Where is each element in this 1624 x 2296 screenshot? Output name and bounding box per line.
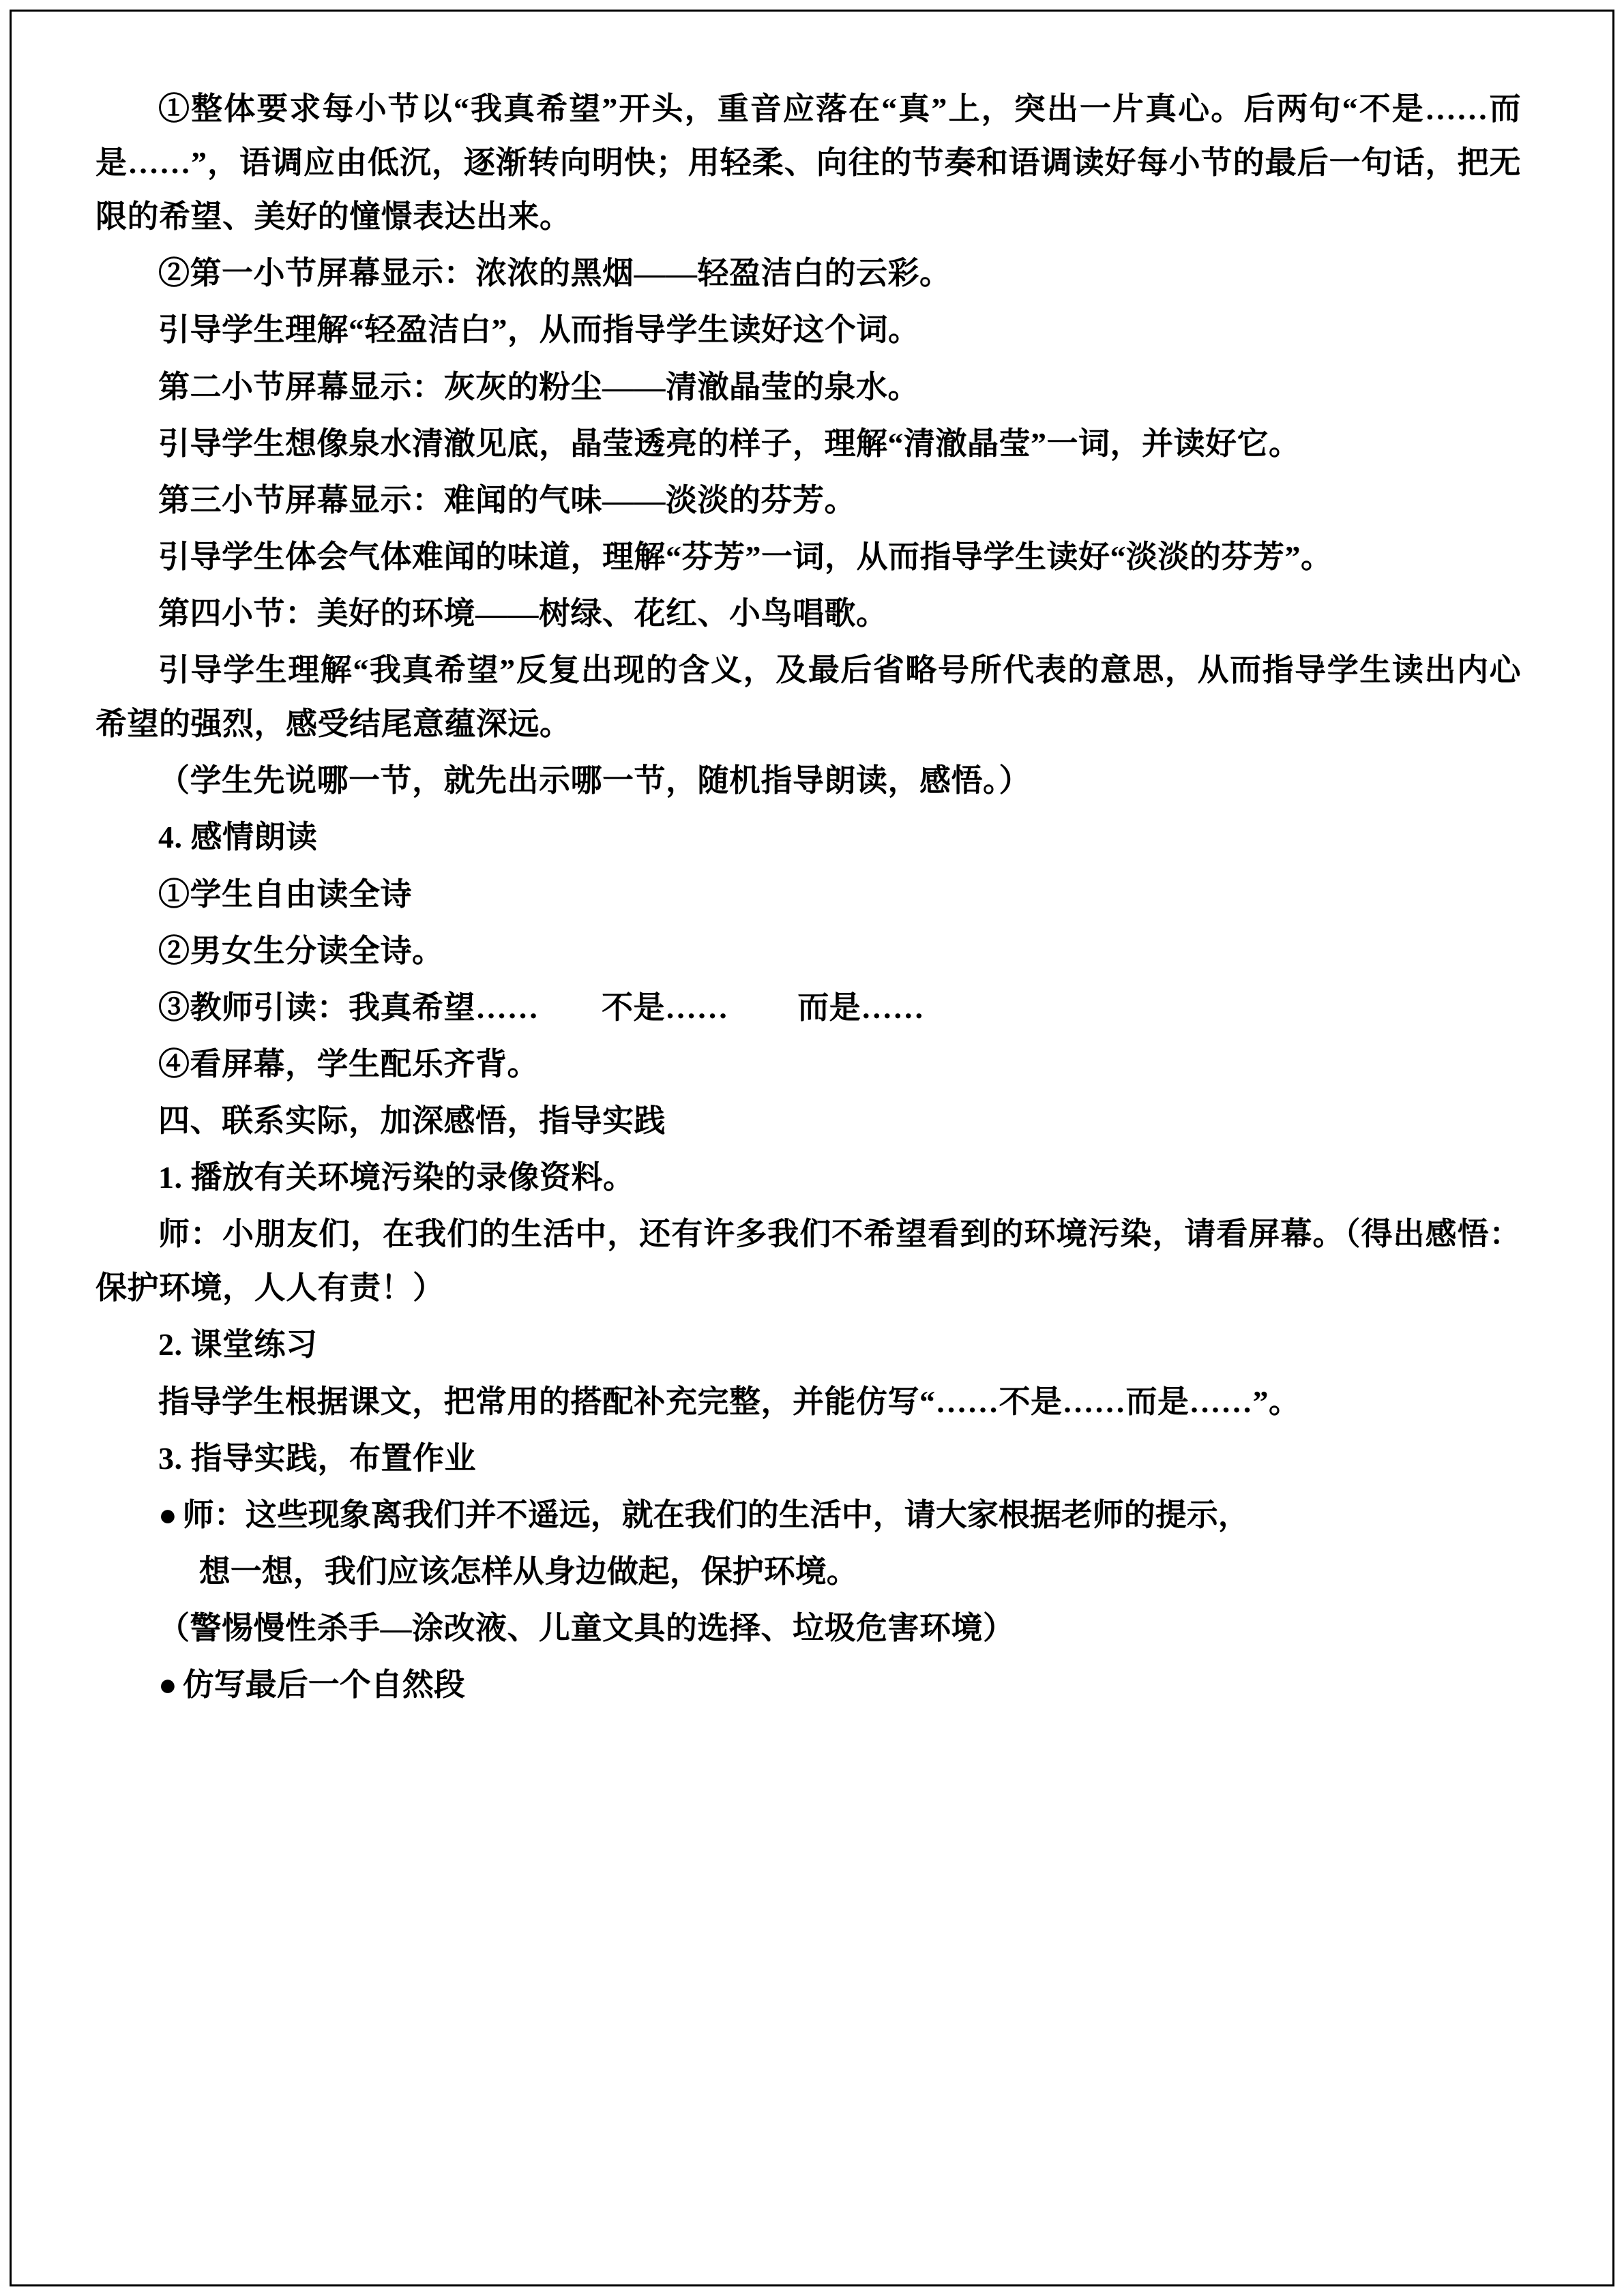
- paragraph-13: ②男女生分读全诗。: [158, 933, 444, 968]
- bullet-item-1-text: 师：这些现象离我们并不遥远，就在我们的生活中，请大家根据老师的提示，: [182, 1497, 1250, 1532]
- paragraph-14-part-3: 而是……: [797, 989, 925, 1025]
- paragraph-12: ①学生自由读全诗: [158, 876, 412, 912]
- paragraph-20: 指导学生根据课文，把常用的搭配补充完整，并能仿写“……不是……而是……”。: [158, 1384, 1301, 1419]
- paragraph-1: ①整体要求每小节以“我真希望”开头，重音应落在“真”上，突出一片真心。后两句“不是……而是……”，语调应由低沉，逐渐转向明快；用轻柔、向往的节奏和语调读好每小节的最后一句话，把无限的希望、美好的憧憬表达出来。: [95, 91, 1521, 235]
- bullet-dot-icon-2: ●: [158, 1667, 177, 1703]
- paragraph-6: 第三小节屏幕显示：难闻的气味——淡淡的芬芳。: [158, 482, 856, 518]
- paragraph-4: 第二小节屏幕显示：灰灰的粉尘——清澈晶莹的泉水。: [158, 369, 919, 404]
- paragraph-21: 3. 指导实践，布置作业: [158, 1440, 476, 1476]
- paragraph-11: 4. 感情朗读: [158, 820, 318, 855]
- paragraph-7: 引导学生体会气体难闻的味道，理解“芬芳”一词，从而指导学生读好“淡淡的芬芳”。: [158, 539, 1333, 574]
- paragraph-2: ②第一小节屏幕显示：浓浓的黑烟——轻盈洁白的云彩。: [158, 256, 951, 291]
- paragraph-16: 四、联系实际，加深感悟，指导实践: [158, 1103, 666, 1138]
- paragraph-14-part-2: 不是……: [602, 989, 728, 1025]
- paragraph-19: 2. 课堂练习: [158, 1327, 318, 1362]
- paragraph-8: 第四小节：美好的环境——树绿、花红、小鸟唱歌。: [158, 595, 888, 631]
- paragraph-10: （学生先说哪一节，就先出示哪一节，随机指导朗读，感悟。）: [158, 763, 1031, 799]
- bullet-item-1-continuation: 想一想，我们应该怎样从身边做起，保护环境。: [198, 1553, 858, 1589]
- bullet-dot-icon: ●: [158, 1497, 177, 1532]
- bullet-item-1: [95, 1488, 1521, 1542]
- paragraph-14: [95, 981, 1521, 1034]
- paragraph-14-part-1: ③教师引读：我真希望……: [158, 989, 539, 1025]
- paragraph-5: 引导学生想像泉水清澈见底，晶莹透亮的样子，理解“清澈晶莹”一词，并读好它。: [158, 426, 1301, 461]
- document-content: [95, 82, 1521, 1714]
- paragraph-18: 师：小朋友们，在我们的生活中，还有许多我们不希望看到的环境污染，请看屏幕。（得出感悟：保护环境，人人有责！）: [95, 1217, 1521, 1306]
- paragraph-17: 1. 播放有关环境污染的录像资料。: [158, 1160, 635, 1195]
- paragraph-3: 引导学生理解“轻盈洁白”，从而指导学生读好这个词。: [158, 312, 920, 348]
- paragraph-15: ④看屏幕，学生配乐齐背。: [158, 1046, 539, 1082]
- note-paragraph: （警惕慢性杀手—涂改液、儿童文具的选择、垃圾危害环境）: [158, 1610, 1015, 1645]
- bullet-item-2-text: 仿写最后一个自然段: [182, 1667, 465, 1703]
- bullet-item-2: [95, 1658, 1521, 1712]
- paragraph-9: 引导学生理解“我真希望”反复出现的含义，及最后省略号所代表的意思，从而指导学生读出内心希望的强烈，感受结尾意蕴深远。: [95, 653, 1521, 742]
